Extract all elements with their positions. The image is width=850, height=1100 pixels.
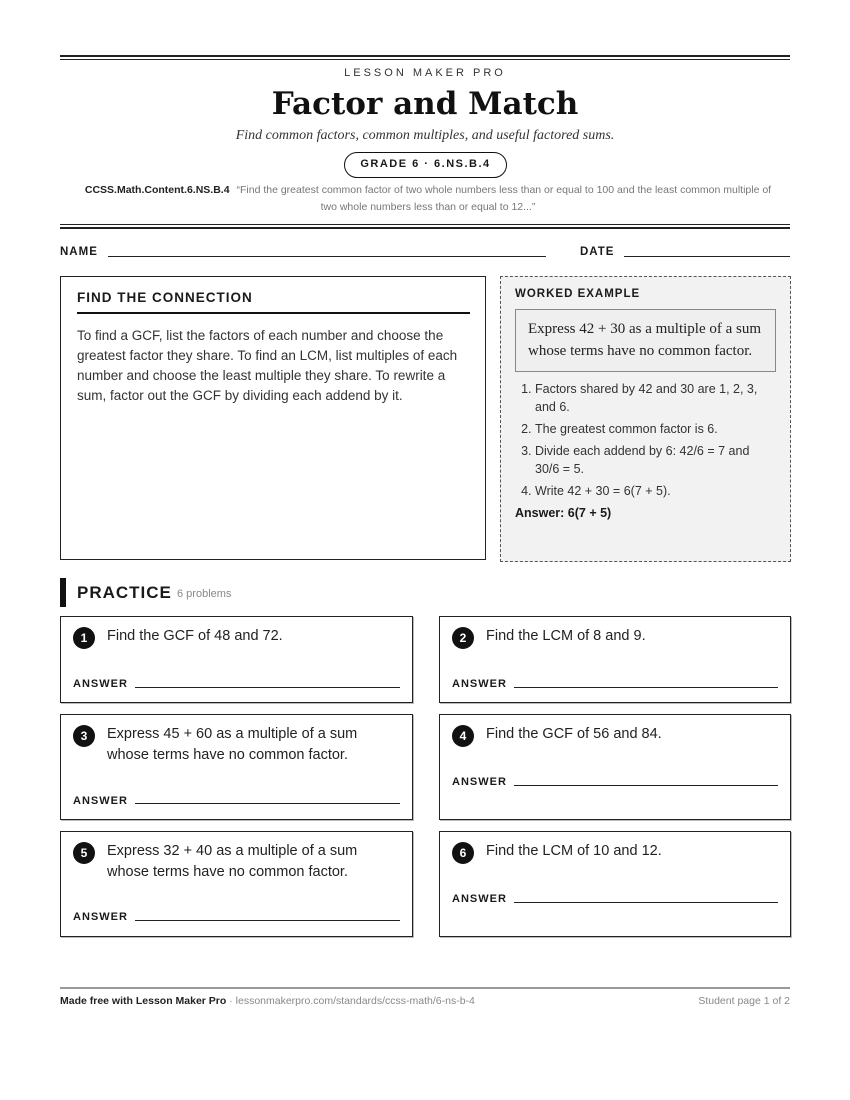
problem-card-2 (439, 616, 791, 703)
answer-label: ANSWER (452, 893, 507, 905)
worked-example-step: 2. The greatest common factor is 6. (535, 420, 776, 438)
footer-rule (60, 987, 790, 989)
answer-label: ANSWER (73, 678, 128, 690)
page-title: Factor and Match (271, 86, 579, 122)
answer-label: ANSWER (452, 776, 507, 788)
answer-line[interactable] (514, 687, 778, 688)
problem-card-6 (439, 831, 791, 937)
answer-line[interactable] (135, 687, 400, 688)
answer-line[interactable] (514, 902, 778, 903)
problem-text: Find the LCM of 10 and 12. (486, 843, 662, 859)
worked-example-prompt: Express 42 + 30 as a multiple of a sum whose terms have no common factor. (515, 309, 776, 372)
name-field[interactable] (108, 256, 546, 257)
problem-text: Express 32 + 40 as a multiple of a sum whose terms have no common factor. (107, 843, 358, 880)
problem-number: 3 (73, 725, 95, 747)
problem-text: Find the GCF of 48 and 72. (107, 628, 283, 644)
standard-text: “Find the greatest common factor of two whole numbers less than or equal to 100 and the least common multiple of two whole numbers less than or equal to 12...” (236, 184, 772, 213)
header-rule-bottom (60, 227, 790, 229)
answer-label: ANSWER (73, 911, 128, 923)
footer-page-number: Student page 1 of 2 (698, 995, 790, 1007)
footer-url[interactable]: · lessonmakerpro.com/standards/ccss-math/6-ns-b-4 (226, 995, 475, 1007)
standard-code: CCSS.Math.Content.6.NS.B.4 (84, 184, 230, 196)
worked-example-step: 3. Divide each addend by 6: 42/6 = 7 and 30/6 = 5. (535, 442, 776, 478)
worked-example-panel (500, 276, 791, 562)
problem-text: Find the GCF of 56 and 84. (486, 726, 662, 742)
problem-text: Express 45 + 60 as a multiple of a sum whose terms have no common factor. (107, 726, 358, 763)
answer-label: ANSWER (452, 678, 507, 690)
header-rule-top (60, 55, 790, 57)
find-the-connection-panel (60, 276, 486, 560)
problem-card-4 (439, 714, 791, 820)
worked-example-step: 1. Factors shared by 42 and 30 are 1, 2, 3, and 6. (535, 380, 776, 416)
header-rule-top-thin (60, 59, 790, 60)
practice-count: 6 problems (177, 588, 232, 600)
problem-number: 6 (452, 842, 474, 864)
grade-badge: GRADE 6 · 6.NS.B.4 (344, 152, 507, 178)
practice-accent-bar (60, 578, 66, 607)
worked-example-heading: WORKED EXAMPLE (515, 288, 641, 300)
practice-heading: PRACTICE (77, 583, 172, 602)
connection-heading: FIND THE CONNECTION (77, 290, 470, 314)
page-subtitle: Find common factors, common multiples, and useful factored sums. (235, 128, 615, 143)
problem-number: 1 (73, 627, 95, 649)
date-label: DATE (580, 246, 615, 258)
answer-line[interactable] (514, 785, 778, 786)
connection-body: To find a GCF, list the factors of each number and choose the greatest factor they share. To find an LCM, list multiples of each number and choose the least multiple they share. To rewrite a sum, factor out the GCF by dividing each addend by it. (77, 328, 458, 403)
problem-card-5 (60, 831, 413, 937)
footer-credit (60, 995, 475, 1007)
problem-number: 2 (452, 627, 474, 649)
brand-name: LESSON MAKER PRO (344, 67, 506, 79)
problem-number: 5 (73, 842, 95, 864)
answer-line[interactable] (135, 803, 400, 804)
problem-number: 4 (452, 725, 474, 747)
problem-card-3 (60, 714, 413, 820)
footer-made-with: Made free with Lesson Maker Pro (60, 995, 227, 1007)
answer-label: ANSWER (73, 795, 128, 807)
date-field[interactable] (624, 256, 790, 257)
header-rule-bottom-thin (60, 224, 790, 225)
worked-example-steps (515, 380, 776, 500)
worked-example-answer: Answer: 6(7 + 5) (515, 506, 612, 520)
name-label: NAME (60, 246, 98, 258)
problem-text: Find the LCM of 8 and 9. (486, 628, 646, 644)
standard-description (78, 182, 778, 216)
answer-line[interactable] (135, 920, 400, 921)
worked-example-step: 4. Write 42 + 30 = 6(7 + 5). (535, 482, 776, 500)
problem-card-1 (60, 616, 413, 703)
